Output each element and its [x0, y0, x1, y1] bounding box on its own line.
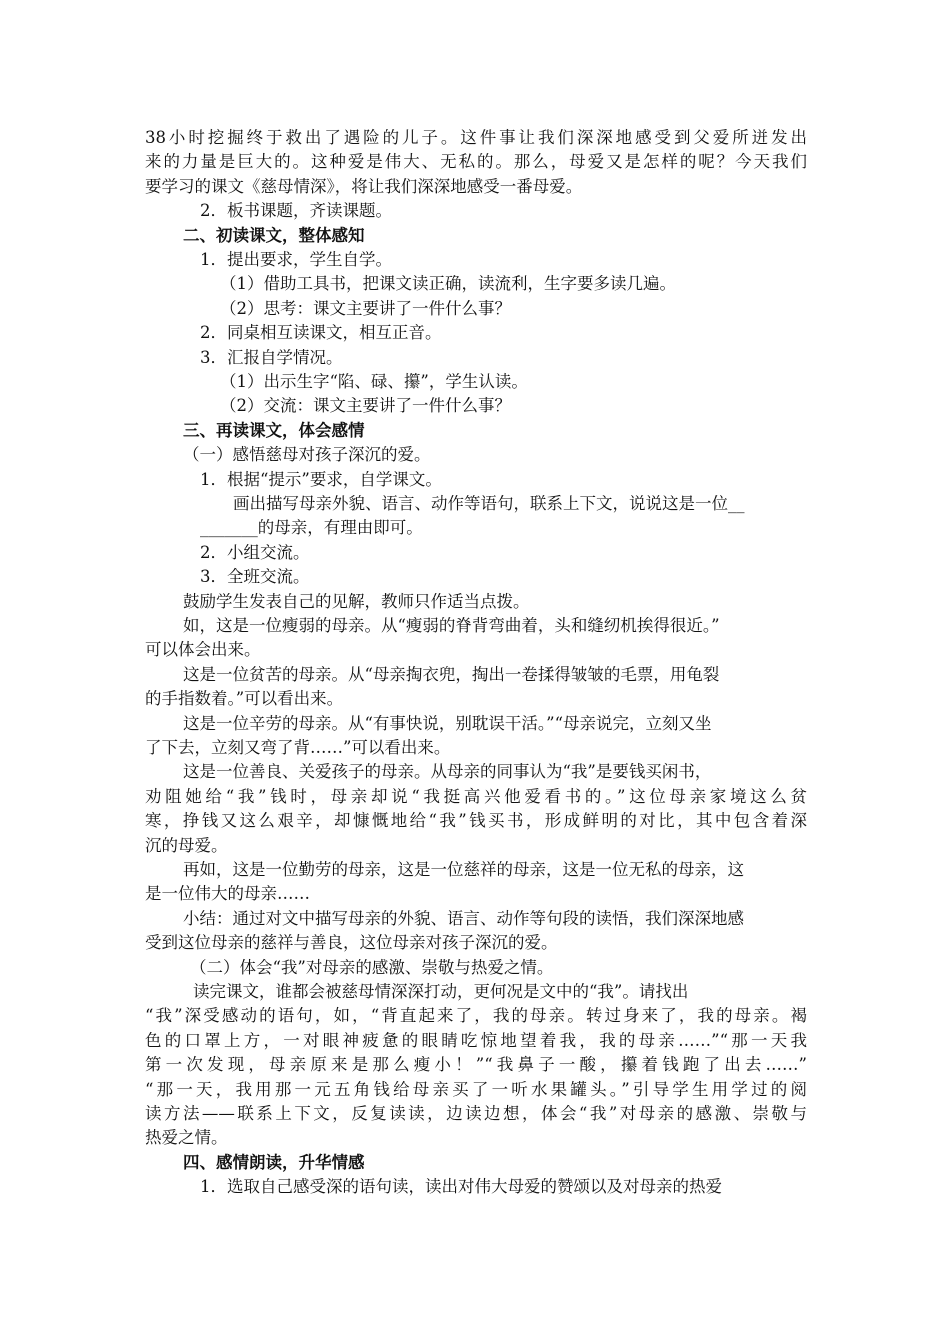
text-line: “那一天，我用那一元五角钱给母亲买了一听水果罐头。”引导学生用学过的阅 [145, 1079, 807, 1099]
text-line: 2．小组交流。 [200, 542, 310, 562]
text-line: 读方法——联系上下文，反复读读，边读边想，体会“我”对母亲的感激、崇敬与 [145, 1104, 807, 1123]
text-line: 要学习的课文《慈母情深》，将让我们深深地感受一番母爱。 [145, 176, 583, 196]
text-line: 1．选取自己感受深的语句读，读出对伟大母爱的赞颂以及对母亲的热爱 [200, 1177, 722, 1197]
text-line: 2．同桌相互读课文，相互正音。 [200, 323, 442, 343]
text-line: （2）思考：课文主要讲了一件什么事？ [220, 298, 511, 318]
text-line: （1）借助工具书，把课文读正确，读流利，生字要多读几遍。 [220, 274, 676, 294]
text-line: 的手指数着。”可以看出来。 [145, 689, 344, 709]
text-line: 可以体会出来。 [145, 640, 261, 660]
text-line: 受到这位母亲的慈祥与善良，这位母亲对孩子深沉的爱。 [145, 933, 558, 953]
text-line: 38小时挖掘终于救出了遇险的儿子。这件事让我们深深地感受到父爱所迸发出 [145, 128, 807, 147]
text-line: 鼓励学生发表自己的见解，教师只作适当点拨。 [183, 591, 530, 611]
text-line: 再如，这是一位勤劳的母亲，这是一位慈祥的母亲，这是一位无私的母亲，这 [183, 860, 744, 879]
text-line: （二）体会“我”对母亲的感激、崇敬与热爱之情。 [190, 957, 554, 977]
text-line: 如，这是一位瘦弱的母亲。从“瘦弱的脊背弯曲着，头和缝纫机挨得很近。” [183, 616, 720, 635]
text-line: 第一次发现，母亲原来是那么瘦小！”“我鼻子一酸，攥着钱跑了出去……” [145, 1055, 807, 1075]
text-line: _______的母亲，有理由即可。 [200, 518, 423, 538]
text-line: 热爱之情。 [145, 1128, 228, 1148]
text-line: 3．全班交流。 [200, 567, 310, 587]
text-line: （2）交流：课文主要讲了一件什么事？ [220, 396, 511, 416]
text-line: 是一位伟大的母亲…… [145, 884, 310, 904]
text-line: 寒，挣钱又这么艰辛，却慷慨地给“我”钱买书，形成鲜明的对比，其中包含着深 [145, 811, 807, 831]
text-line: 这是一位贫苦的母亲。从“母亲掏衣兜，掏出一卷揉得皱皱的毛票，用龟裂 [183, 664, 720, 684]
section-heading: 四、感情朗读，升华情感 [183, 1152, 365, 1172]
text-line: 色的口罩上方，一对眼神疲惫的眼睛吃惊地望着我，我的母亲……”“那一天我 [145, 1030, 807, 1050]
text-line: “我”深受感动的语句，如，“背直起来了，我的母亲。转过身来了，我的母亲。褐 [145, 1006, 807, 1026]
text-line: （1）出示生字“陷、碌、攥”，学生认读。 [220, 372, 528, 391]
text-line: 读完课文，谁都会被慈母情深深打动，更何况是文中的“我”。请找出 [193, 982, 689, 1001]
section-heading: 三、再读课文，体会感情 [183, 420, 365, 440]
text-line: 1．提出要求，学生自学。 [200, 250, 392, 269]
text-line: （一）感悟慈母对孩子深沉的爱。 [183, 445, 431, 465]
text-line: 来的力量是巨大的。这种爱是伟大、无私的。那么，母爱又是怎样的呢？今天我们 [145, 152, 807, 172]
text-line: 沉的母爱。 [145, 835, 228, 855]
text-line: 画出描写母亲外貌、语言、动作等语句，联系上下文，说说这是一位__ [233, 494, 745, 513]
text-line: 了下去，立刻又弯了背……”可以看出来。 [145, 738, 451, 757]
section-heading: 二、初读课文，整体感知 [183, 225, 365, 245]
text-line: 小结：通过对文中描写母亲的外貌、语言、动作等句段的读悟，我们深深地感 [183, 908, 744, 928]
text-line: 3．汇报自学情况。 [200, 347, 343, 367]
text-line: 1．根据“提示”要求，自学课文。 [200, 469, 442, 489]
text-line: 这是一位辛劳的母亲。从“有事快说，别耽误干活。”“母亲说完，立刻又坐 [183, 713, 712, 733]
text-line: 这是一位善良、关爱孩子的母亲。从母亲的同事认为“我”是要钱买闲书， [183, 762, 712, 782]
text-line: 劝阻她给“我”钱时，母亲却说“我挺高兴他爱看书的。”这位母亲家境这么贫 [145, 786, 807, 806]
text-line: 2．板书课题，齐读课题。 [200, 201, 392, 221]
